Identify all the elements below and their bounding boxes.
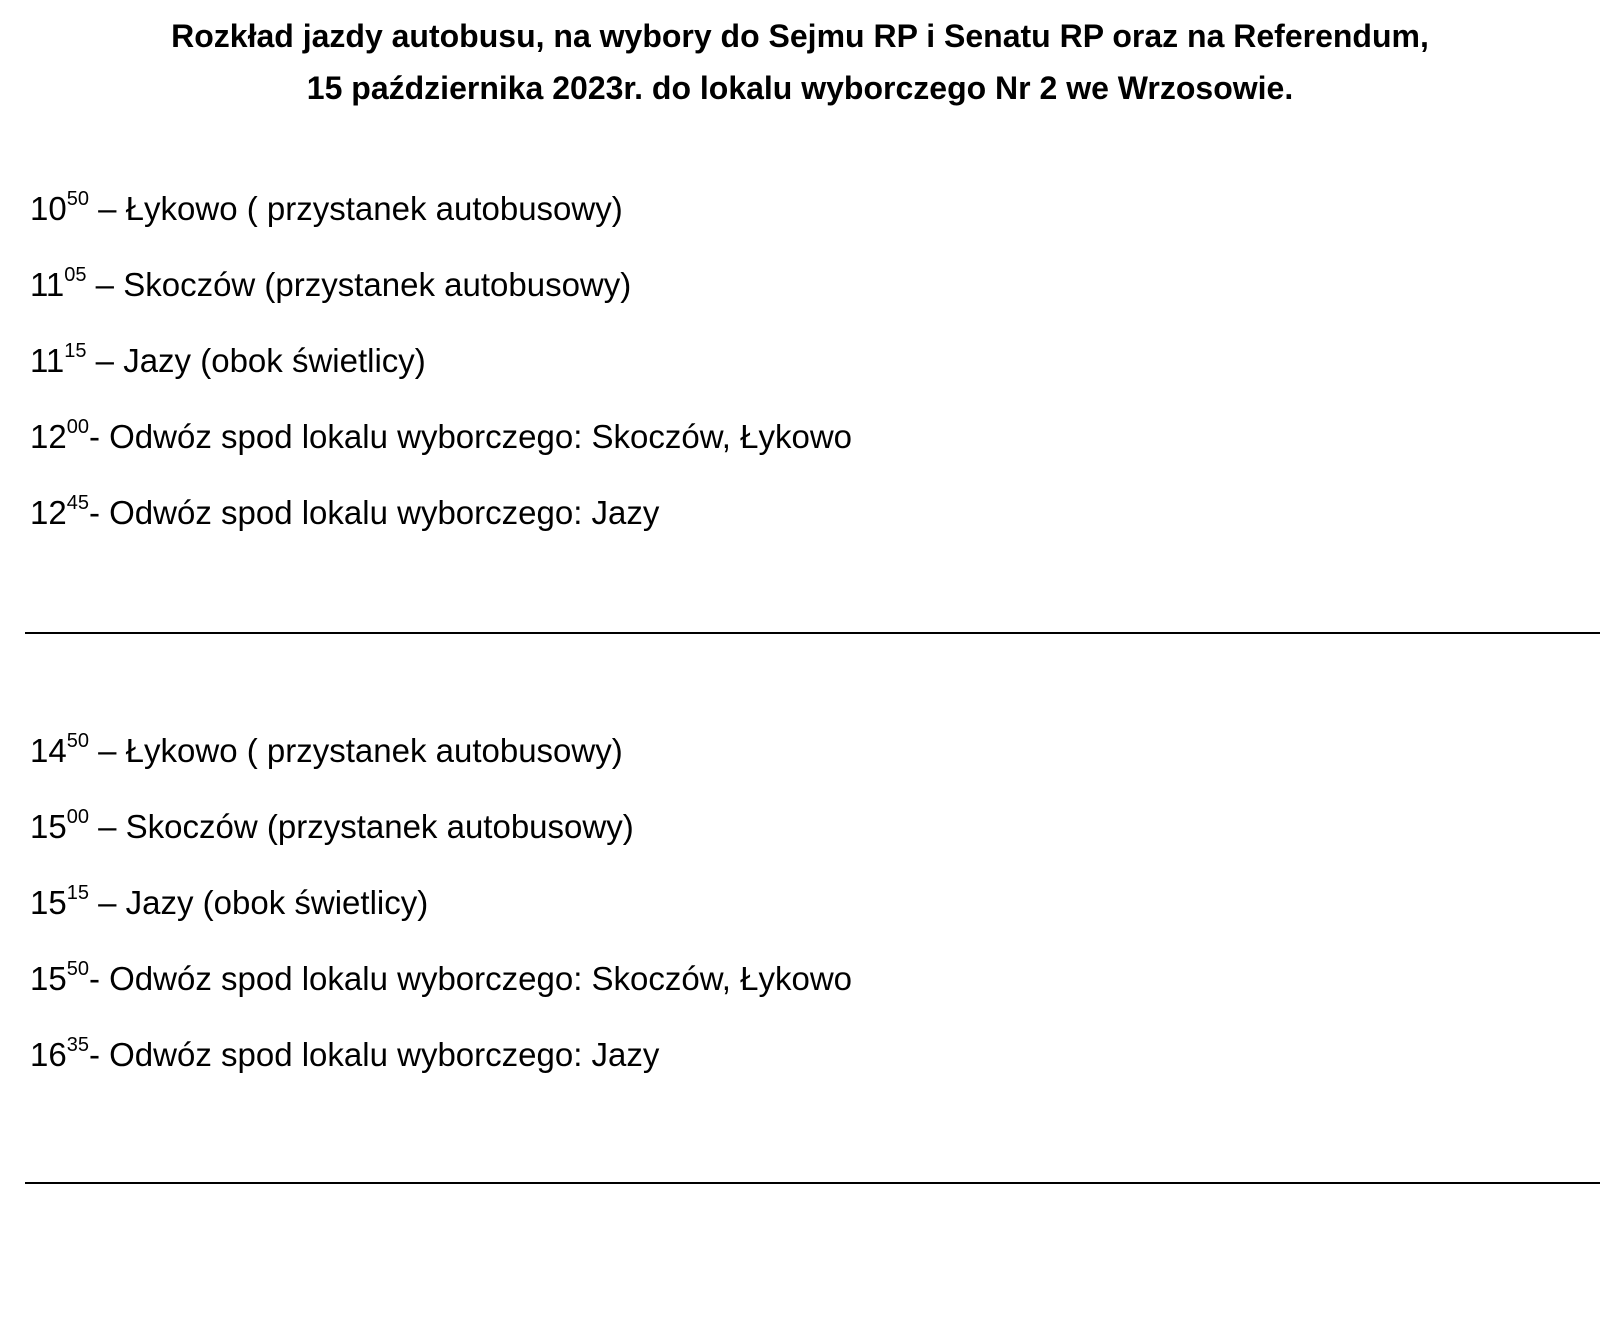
entry-hour: 15: [30, 884, 67, 921]
section-divider: [25, 1182, 1600, 1184]
schedule-entry: [30, 335, 852, 411]
entry-hour: 15: [30, 808, 67, 845]
entry-hour: 16: [30, 1036, 67, 1073]
entry-hour: 12: [30, 494, 67, 531]
entry-text: – Skoczów (przystanek autobusowy): [86, 266, 632, 303]
schedule-morning: [30, 183, 852, 563]
title-line-2: 15 października 2023r. do lokalu wyborczego Nr 2 we Wrzosowie.: [306, 70, 1294, 106]
entry-hour: 11: [30, 266, 65, 303]
entry-text: – Łykowo ( przystanek autobusowy): [88, 190, 623, 227]
schedule-entry: [30, 259, 852, 335]
title-line-1: Rozkład jazdy autobusu, na wybory do Sejmu RP i Senatu RP oraz na Referendum,: [171, 18, 1429, 54]
entry-text: - Odwóz spod lokalu wyborczego: Jazy: [88, 494, 660, 531]
entry-text: - Odwóz spod lokalu wyborczego: Skoczów, Łykowo: [88, 418, 852, 455]
entry-minutes: 15: [66, 882, 89, 904]
entry-minutes: 15: [64, 340, 87, 362]
entry-text: – Jazy (obok świetlicy): [88, 884, 429, 921]
entry-hour: 10: [30, 190, 67, 227]
schedule-entry: [30, 953, 852, 1029]
schedule-entry: [30, 1029, 852, 1105]
entry-minutes: 35: [66, 1034, 89, 1056]
document-title: [0, 10, 1600, 114]
entry-hour: 14: [30, 732, 67, 769]
schedule-afternoon: [30, 725, 852, 1105]
schedule-entry: [30, 801, 852, 877]
entry-text: – Jazy (obok świetlicy): [86, 342, 426, 379]
schedule-entry: [30, 877, 852, 953]
entry-hour: 15: [30, 960, 67, 997]
entry-minutes: 00: [66, 806, 89, 828]
entry-hour: 11: [30, 342, 65, 379]
entry-text: - Odwóz spod lokalu wyborczego: Skoczów, Łykowo: [88, 960, 852, 997]
entry-text: – Łykowo ( przystanek autobusowy): [88, 732, 623, 769]
section-divider: [25, 632, 1600, 634]
entry-minutes: 50: [66, 958, 89, 980]
entry-hour: 12: [30, 418, 67, 455]
schedule-entry: [30, 725, 852, 801]
entry-minutes: 05: [64, 264, 87, 286]
entry-text: – Skoczów (przystanek autobusowy): [88, 808, 634, 845]
entry-minutes: 45: [66, 492, 89, 514]
entry-minutes: 50: [66, 188, 89, 210]
entry-minutes: 50: [66, 730, 89, 752]
entry-minutes: 00: [66, 416, 89, 438]
schedule-entry: [30, 411, 852, 487]
schedule-entry: [30, 183, 852, 259]
schedule-entry: [30, 487, 852, 563]
entry-text: - Odwóz spod lokalu wyborczego: Jazy: [88, 1036, 660, 1073]
